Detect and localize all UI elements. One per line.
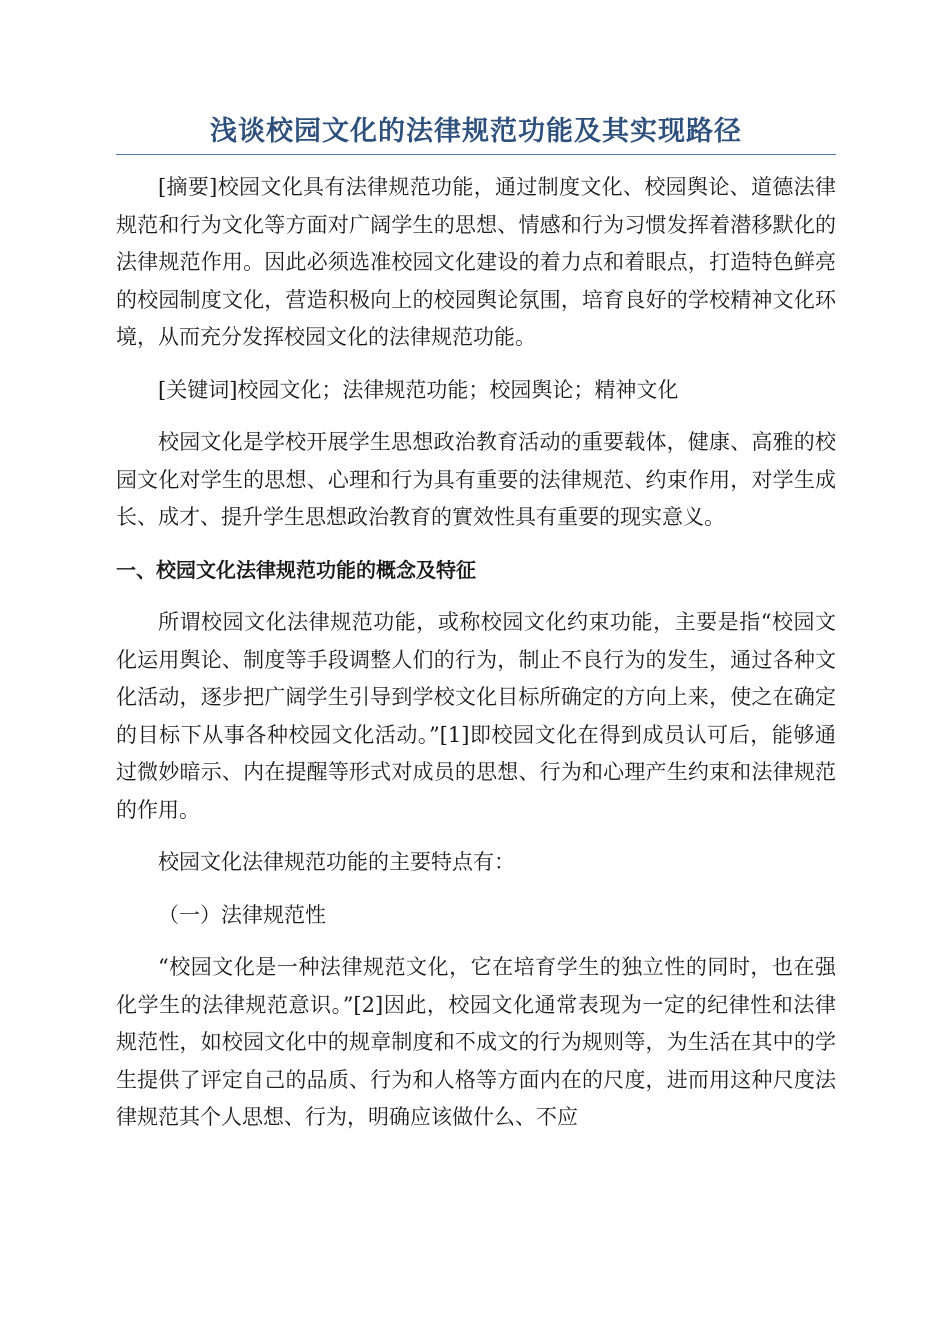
document-title: 浅谈校园文化的法律规范功能及其实现路径 bbox=[116, 112, 836, 155]
abstract-paragraph: [摘要]校园文化具有法律规范功能，通过制度文化、校园舆论、道德法律规范和行为文化等方面对广阔学生的思想、情感和行为习惯发挥着潜移默化的法律规范作用。因此必须选准校园文化建设的着力点和着眼点，打造特色鲜亮的校园制度文化，营造积极向上的校园舆论氛围，培育良好的学校精神文化环境，从而充分发挥校园文化的法律规范功能。 bbox=[116, 175, 836, 349]
section-heading-1: 一、校园文化法律规范功能的概念及特征 bbox=[116, 557, 476, 582]
section1-paragraph-1: 所谓校园文化法律规范功能，或称校园文化约束功能，主要是指“校园文化运用舆论、制度等手段调整人们的行为，制止不良行为的发生，通过各种文化活动，逐步把广阔学生引导到学校文化目标所确定的方向上来，使之在确定的目标下从事各种校园文化活动。”[1]即校园文化在得到成员认可后，能够通过微妙暗示、内在提醒等形式对成员的思想、行为和心理产生约束和法律规范的作用。 bbox=[116, 610, 836, 822]
subsection-heading-1: （一）法律规范性 bbox=[158, 902, 326, 927]
document-page bbox=[116, 112, 836, 1152]
section1-paragraph-2: 校园文化法律规范功能的主要特点有： bbox=[158, 850, 515, 874]
keywords-paragraph: [关键词]校园文化；法律规范功能；校园舆论；精神文化 bbox=[158, 377, 679, 402]
intro-paragraph: 校园文化是学校开展学生思想政治教育活动的重要载体，健康、高雅的校园文化对学生的思想、心理和行为具有重要的法律规范、约束作用，对学生成长、成才、提升学生思想政治教育的實效性具有重要的现实意义。 bbox=[116, 430, 836, 529]
subsection1-paragraph: “校园文化是一种法律规范文化，它在培育学生的独立性的同时，也在强化学生的法律规范意识。”[2]因此，校园文化通常表现为一定的纪律性和法律规范性，如校园文化中的规章制度和不成文的行为规则等，为生活在其中的学生提供了评定自己的品质、行为和人格等方面内在的尺度，进而用这种尺度法律规范其个人思想、行为，明确应该做什么、不应 bbox=[116, 955, 836, 1129]
